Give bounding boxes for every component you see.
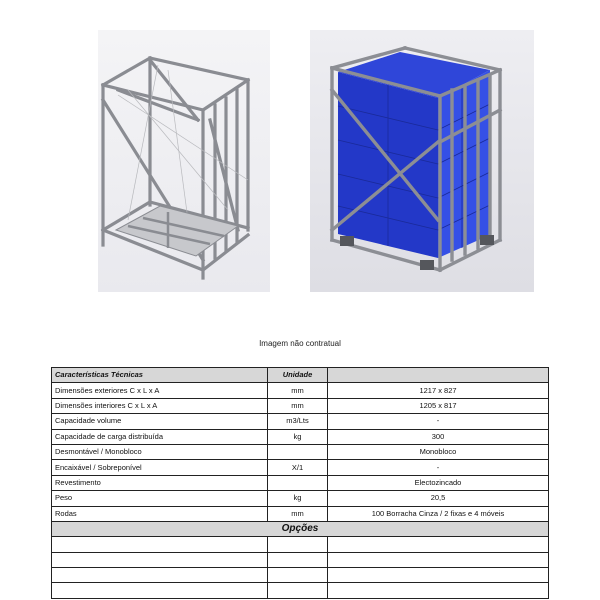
blank-cell bbox=[328, 568, 549, 583]
spec-value: 1205 x 817 bbox=[328, 398, 549, 413]
spec-row bbox=[52, 460, 549, 475]
steel-cage-drawing bbox=[98, 30, 270, 292]
spec-label: Desmontável / Monobloco bbox=[52, 444, 268, 459]
spec-unit: mm bbox=[268, 383, 328, 398]
options-blank-row bbox=[52, 583, 549, 598]
blank-cell bbox=[328, 537, 549, 552]
spec-unit bbox=[268, 444, 328, 459]
options-header-row bbox=[52, 521, 549, 536]
blank-cell bbox=[52, 568, 268, 583]
product-image-frame-empty bbox=[98, 30, 270, 292]
image-disclaimer-caption: Imagem não contratual bbox=[259, 339, 341, 348]
spec-row bbox=[52, 444, 549, 459]
spec-row bbox=[52, 398, 549, 413]
spec-label: Capacidade volume bbox=[52, 414, 268, 429]
spec-row bbox=[52, 491, 549, 506]
blank-cell bbox=[268, 537, 328, 552]
blank-cell bbox=[52, 583, 268, 598]
spec-row bbox=[52, 414, 549, 429]
blank-cell bbox=[328, 552, 549, 567]
spec-unit: X/1 bbox=[268, 460, 328, 475]
blank-cell bbox=[328, 583, 549, 598]
options-title: Opções bbox=[52, 521, 549, 536]
spec-label: Capacidade de carga distribuída bbox=[52, 429, 268, 444]
spec-unit bbox=[268, 475, 328, 490]
spec-label: Revestimento bbox=[52, 475, 268, 490]
blank-cell bbox=[52, 537, 268, 552]
header-unidade: Unidade bbox=[268, 368, 328, 383]
options-blank-row bbox=[52, 568, 549, 583]
options-blank-row bbox=[52, 552, 549, 567]
spec-row bbox=[52, 506, 549, 521]
specs-header-row bbox=[52, 368, 549, 383]
blank-cell bbox=[268, 583, 328, 598]
product-image-frame-with-bins bbox=[310, 30, 534, 292]
spec-value: 100 Borracha Cinza / 2 fixas e 4 móveis bbox=[328, 506, 549, 521]
technical-specs-table bbox=[51, 367, 549, 599]
blank-cell bbox=[52, 552, 268, 567]
spec-row bbox=[52, 475, 549, 490]
header-valor bbox=[328, 368, 549, 383]
options-blank-row bbox=[52, 537, 549, 552]
spec-label: Dimensões exteriores C x L x A bbox=[52, 383, 268, 398]
steel-cage-with-blue-bins bbox=[310, 30, 534, 292]
blank-cell bbox=[268, 552, 328, 567]
spec-value: 300 bbox=[328, 429, 549, 444]
spec-unit: mm bbox=[268, 506, 328, 521]
spec-value: Electozincado bbox=[328, 475, 549, 490]
spec-value: 20,5 bbox=[328, 491, 549, 506]
spec-row bbox=[52, 383, 549, 398]
spec-unit: m3/Lts bbox=[268, 414, 328, 429]
blank-cell bbox=[268, 568, 328, 583]
spec-label: Encaixável / Sobreponível bbox=[52, 460, 268, 475]
spec-value: - bbox=[328, 460, 549, 475]
spec-row bbox=[52, 429, 549, 444]
spec-unit: kg bbox=[268, 429, 328, 444]
spec-label: Peso bbox=[52, 491, 268, 506]
spec-value: Monobloco bbox=[328, 444, 549, 459]
spec-label: Dimensões interiores C x L x A bbox=[52, 398, 268, 413]
spec-unit: mm bbox=[268, 398, 328, 413]
spec-label: Rodas bbox=[52, 506, 268, 521]
spec-value: - bbox=[328, 414, 549, 429]
spec-unit: kg bbox=[268, 491, 328, 506]
header-caracteristicas: Características Técnicas bbox=[52, 368, 268, 383]
spec-value: 1217 x 827 bbox=[328, 383, 549, 398]
